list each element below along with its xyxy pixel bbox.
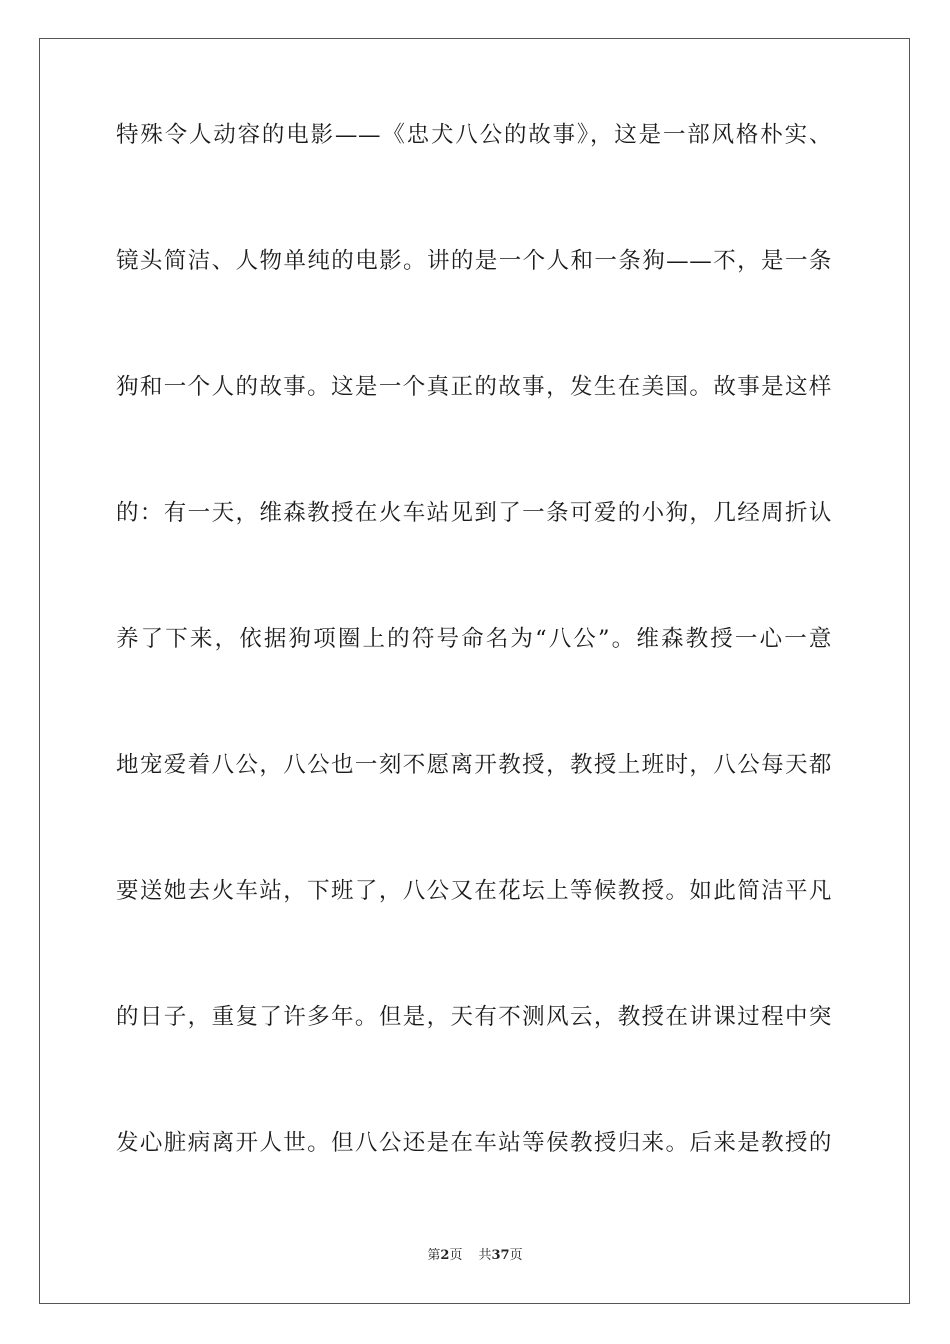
text-line-6: 地宠爱着八公，八公也一刻不愿离开教授，教授上班时，八公每天都 <box>116 752 832 778</box>
total-pages-indicator <box>478 1248 522 1263</box>
text-line-4: 的：有一天，维森教授在火车站见到了一条可爱的小狗，几经周折认 <box>116 500 832 526</box>
total-pages: 37 <box>491 1248 510 1263</box>
text-line-3: 狗和一个人的故事。这是一个真正的故事，发生在美国。故事是这样 <box>116 374 832 400</box>
page-prefix: 第 <box>427 1248 441 1263</box>
text-line-2: 镜头简洁、人物单纯的电影。讲的是一个人和一条狗——不，是一条 <box>116 248 832 274</box>
total-prefix: 共 <box>478 1248 492 1263</box>
text-line-9: 发心脏病离开人世。但八公还是在车站等侯教授归来。后来是教授的 <box>116 1130 832 1156</box>
page-indicator <box>427 1248 462 1263</box>
page-number: 2 <box>440 1248 450 1263</box>
text-line-1: 特殊令人动容的电影——《忠犬八公的故事》，这是一部风格朴实、 <box>116 122 832 148</box>
text-line-5: 养了下来，依据狗项圈上的符号命名为“八公”。维森教授一心一意 <box>116 626 832 652</box>
page-suffix: 页 <box>449 1248 463 1263</box>
total-suffix: 页 <box>509 1248 523 1263</box>
page-footer <box>0 1247 950 1265</box>
document-body <box>116 120 832 1254</box>
text-line-8: 的日子，重复了许多年。但是，天有不测风云，教授在讲课过程中突 <box>116 1004 832 1030</box>
text-line-7: 要送她去火车站，下班了，八公又在花坛上等候教授。如此简洁平凡 <box>116 878 832 904</box>
